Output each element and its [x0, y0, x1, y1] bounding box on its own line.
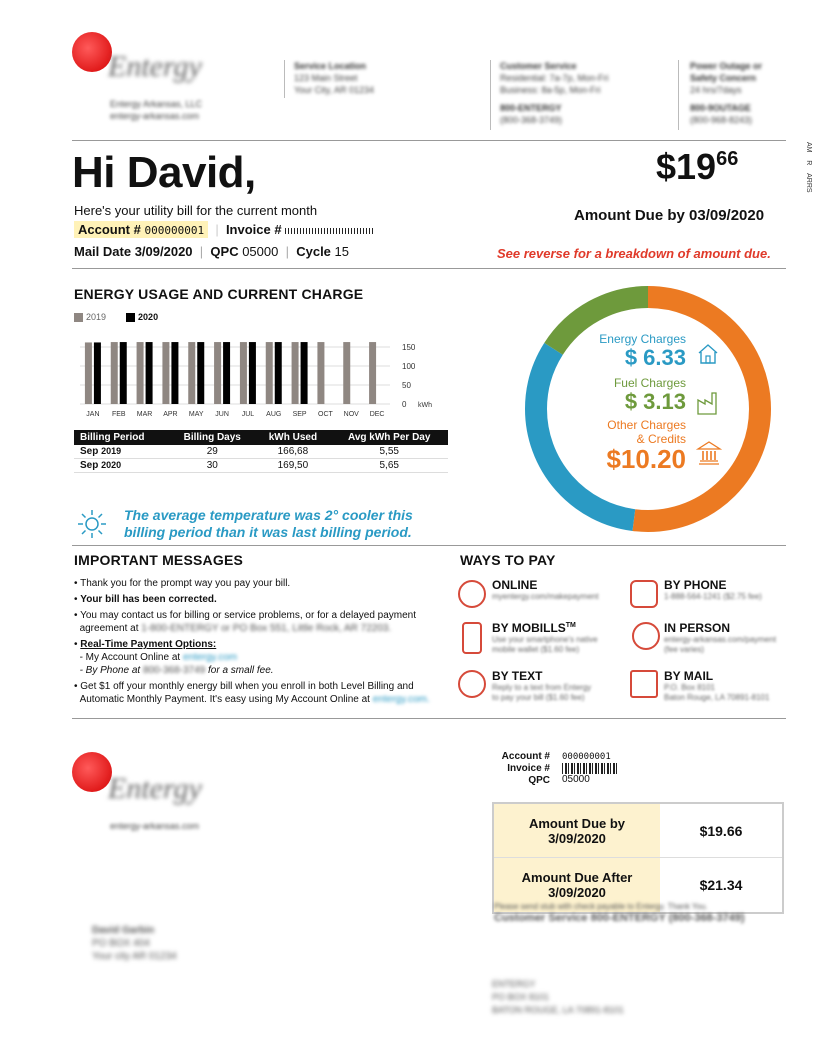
amount-due-date: 03/09/2020 — [689, 207, 765, 224]
x-tick-label: DEC — [369, 411, 385, 418]
pay-mail-desc1: P.O. Box 8101 — [664, 683, 715, 692]
x-tick-label: JUN — [215, 411, 229, 418]
customer-service — [500, 60, 609, 126]
th-billing-period: Billing Period — [74, 430, 169, 445]
y-tick-label: 150 — [402, 343, 416, 352]
pay-mobile-desc2: mobile wallet ($1.60 fee) — [492, 645, 580, 654]
amount-due-total — [656, 146, 738, 188]
temperature-note — [124, 507, 413, 541]
y-unit-label: kWh — [418, 402, 432, 409]
cell-period — [74, 445, 169, 459]
pay-mobile-title: BY MOBILLS — [492, 621, 566, 635]
cell-avg: 5,55 — [330, 445, 448, 459]
stub-invoice-label: Invoice # — [507, 763, 550, 774]
stub-id-labels — [498, 751, 550, 787]
stub-customer-name: David Garbin — [92, 925, 155, 936]
pay-person-title: IN PERSON — [664, 621, 731, 635]
legend-label-2020: 2020 — [138, 312, 159, 322]
message-text: Your bill has been corrected. — [80, 594, 217, 605]
message-item: • Thank you for the prompt way you pay your bill. — [74, 578, 291, 589]
stub-customer-service: Customer Service 800-ENTERGY (800-368-3749) — [494, 912, 745, 924]
period-month: Sep — [80, 446, 99, 457]
account-label: Account # — [78, 222, 141, 237]
fuel-charges-label: Fuel Charges — [613, 376, 686, 390]
chart-legend — [74, 312, 158, 322]
cell-days: 29 — [169, 445, 255, 459]
y-tick-label: 50 — [402, 381, 411, 390]
bar-2019-may — [188, 342, 195, 404]
x-tick-label: MAR — [136, 411, 153, 418]
table-header-row — [74, 430, 448, 445]
donut-labels — [560, 332, 686, 472]
pay-person-desc1: entergy-arkansas.com/payment — [664, 635, 777, 644]
bar-2020-aug — [275, 342, 282, 404]
x-tick-label: MAY — [188, 411, 204, 418]
chat-bubble-icon — [458, 670, 486, 698]
amount-due-by — [574, 207, 764, 224]
stub-brand-logo-icon — [72, 752, 112, 792]
mail-date-label: Mail Date — [74, 244, 132, 259]
bar-2019-aug — [266, 342, 273, 404]
pay-text-title: BY TEXT — [492, 669, 543, 683]
other-charges-label2: & Credits — [636, 432, 686, 446]
pay-in-person[interactable] — [664, 621, 776, 655]
stub-qpc-value: 05000 — [562, 774, 590, 785]
period-year: 2020 — [101, 460, 122, 470]
divider — [678, 60, 679, 130]
bar-2019-sep — [292, 342, 299, 404]
message-item: • Your bill has been corrected. — [74, 594, 217, 605]
th-kwh-used: kWh Used — [255, 430, 330, 445]
phone-blurred: 800-368-3749 — [142, 665, 206, 676]
phone-icon — [630, 580, 658, 608]
bar-2019-nov — [343, 342, 350, 404]
invoice-label: Invoice # — [225, 222, 282, 237]
envelope-icon — [630, 670, 658, 698]
account-number: 000000001 — [144, 224, 205, 237]
message-item: • Get $1 off your monthly energy bill when you enroll in both Level Billing and Automatic Monthly Payment. It's easy using My Account Online at entergy.com. — [74, 681, 430, 705]
pay-mobile[interactable] — [492, 621, 598, 655]
bar-2020-may — [197, 342, 204, 404]
other-charges-value: $10.20 — [606, 444, 686, 474]
account-online-link[interactable]: entergy.com. — [372, 694, 430, 705]
customer-service-phone: 800-ENTERGY — [500, 103, 562, 113]
stub-account-label: Account # — [501, 751, 550, 762]
stub-customer-addr1: PO BOX 404 — [92, 938, 150, 949]
message-text: Automatic Monthly Payment. It's easy using My Account Online at — [79, 694, 370, 705]
side-code: AM — [805, 142, 812, 153]
x-tick-label: APR — [163, 411, 178, 418]
reverse-note: See reverse for a breakdown of amount due. — [497, 246, 771, 261]
stub-invoice-barcode — [562, 763, 618, 774]
pay-online-title: ONLINE — [492, 578, 538, 592]
message-text: for a small fee. — [208, 665, 274, 676]
stub-brand-website: entergy-arkansas.com — [110, 821, 200, 831]
stub-amount-box — [492, 802, 784, 914]
section-divider — [72, 545, 786, 546]
period-month: Sep — [80, 460, 99, 471]
temperature-line1: The average temperature was 2° cooler this — [124, 507, 413, 523]
side-code: R — [805, 160, 812, 166]
stub-remit-line2: PO BOX 8101 — [492, 992, 550, 1002]
outage-title2: Safety Concern — [690, 73, 757, 83]
brand-website: entergy-arkansas.com — [110, 111, 200, 121]
cell-period — [74, 459, 169, 473]
cell-avg: 5,65 — [330, 459, 448, 473]
service-location — [294, 60, 374, 96]
message-contact-blurred: 1-800-ENTERGY or PO Box 551, Little Rock, AR 72203. — [141, 623, 392, 634]
mail-date: 3/09/2020 — [134, 244, 193, 259]
outage-contact — [690, 60, 762, 126]
usage-table — [74, 430, 448, 473]
stub-remit-line1: ENTERGY — [492, 979, 536, 989]
bar-2020-feb — [120, 342, 127, 404]
pay-mail-desc2: Baton Rouge, LA 70891-8101 — [664, 693, 770, 702]
bar-2019-jan — [85, 342, 92, 404]
pay-mobile-desc1: Use your smartphone's native — [492, 635, 598, 644]
x-tick-label: OCT — [318, 411, 333, 418]
table-row — [74, 459, 448, 473]
other-charges-label: Other Charges — [607, 418, 686, 432]
pay-mail[interactable] — [664, 669, 769, 703]
service-address-line2: Your City, AR 01234 — [294, 85, 375, 95]
bar-2020-mar — [146, 342, 153, 404]
legend-swatch-2019 — [74, 313, 83, 322]
outage-hours: 24 hrs/7days — [690, 85, 742, 95]
cell-days: 30 — [169, 459, 255, 473]
amount-due-label: Amount Due by — [574, 207, 685, 224]
legend-label-2019: 2019 — [86, 312, 107, 322]
bar-2020-jun — [223, 342, 230, 404]
pay-mail-title: BY MAIL — [664, 669, 714, 683]
message-text: - By Phone at — [79, 665, 141, 676]
account-online-link[interactable]: entergy.com — [182, 652, 238, 663]
message-text: - My Account Online at — [79, 652, 181, 663]
customer-service-hours-res: Residential: 7a-7p, Mon-Fri — [500, 73, 609, 83]
stub-after-label: Amount Due After — [521, 870, 633, 885]
mail-info: Mail Date 3/09/2020 | QPC 05000 | Cycle 15 — [74, 244, 350, 259]
message-item: • Real-Time Payment Options: - My Account Online at entergy.com - By Phone at 800-368-3749 for a small fee. — [74, 639, 274, 676]
person-icon — [632, 622, 660, 650]
pay-text-desc2: to pay your bill ($1.60 fee) — [492, 693, 585, 702]
section-divider — [72, 268, 786, 269]
customer-service-hours-biz: Business: 8a-5p, Mon-Fri — [500, 85, 601, 95]
bar-2019-jul — [240, 342, 247, 404]
stub-after-amount: $21.34 — [699, 877, 743, 893]
x-tick-label: JAN — [86, 411, 100, 418]
greeting-title: Hi David, — [72, 148, 256, 197]
table-row — [74, 445, 448, 459]
service-location-title: Service Location — [294, 61, 367, 71]
pay-text[interactable] — [492, 669, 591, 703]
customer-service-phone-digits: (800-368-3749) — [500, 115, 563, 125]
usage-bar-chart — [74, 322, 448, 426]
message-text: agreement at — [79, 623, 139, 634]
message-text: You may contact us for billing or service problems, or for a delayed payment — [80, 610, 417, 621]
divider — [284, 60, 285, 98]
qpc-label: QPC — [210, 244, 239, 259]
stub-customer-address — [92, 924, 177, 963]
amount-dollars: $19 — [656, 146, 717, 187]
trademark: TM — [565, 622, 576, 629]
bar-2019-dec — [369, 342, 376, 404]
period-year: 2019 — [101, 446, 122, 456]
bar-2019-oct — [317, 342, 324, 404]
side-code: ARRS — [805, 173, 812, 193]
stub-remit-address — [492, 978, 624, 1017]
invoice-barcode — [285, 228, 373, 234]
side-codes — [804, 142, 813, 193]
outage-phone: 800-9OUTAGE — [690, 103, 751, 113]
cycle-label: Cycle — [296, 244, 331, 259]
th-billing-days: Billing Days — [169, 430, 255, 445]
legend-swatch-2020 — [126, 313, 135, 322]
pay-section-title: WAYS TO PAY — [460, 552, 556, 568]
bar-2020-jul — [249, 342, 256, 404]
stub-account-number: 000000001 — [562, 752, 611, 762]
stub-after-date: 3/09/2020 — [548, 885, 606, 900]
stub-amount-due-row — [494, 804, 782, 858]
stub-note: Please send stub with check payable to Entergy. Thank You. — [494, 902, 708, 911]
fuel-charges-value: $ 3.13 — [624, 389, 686, 414]
stub-due-label: Amount Due by — [528, 815, 626, 831]
stub-due-date: 3/09/2020 — [548, 830, 606, 846]
customer-service-title: Customer Service — [500, 61, 577, 71]
stub-customer-addr2: Your city AR 01234 — [92, 951, 177, 962]
bar-2020-sep — [301, 342, 308, 404]
cell-kwh: 166,68 — [255, 445, 330, 459]
message-text: Thank you for the prompt way you pay your bill. — [80, 578, 291, 589]
pay-phone-title: BY PHONE — [664, 578, 727, 592]
brand-logo-icon — [72, 32, 112, 72]
amount-cents: 66 — [716, 148, 739, 170]
brand-logo-text: Entergy — [108, 50, 202, 83]
brand-legal-name: Entergy Arkansas, LLC — [110, 99, 203, 109]
outage-title: Power Outage or — [690, 61, 763, 71]
globe-icon — [458, 580, 486, 608]
stub-qpc-label: QPC — [528, 775, 550, 786]
temperature-line2: billing period than it was last billing period. — [124, 524, 412, 540]
pay-person-desc2: (fee varies) — [664, 645, 705, 654]
pay-text-desc1: Reply to a text from Entergy — [492, 683, 592, 692]
x-tick-label: SEP — [292, 411, 307, 418]
y-tick-label: 100 — [402, 362, 416, 371]
message-item: • You may contact us for billing or service problems, or for a delayed payment agreement at 1-800-ENTERGY or PO Box 551, Little Rock, AR 72203. — [74, 610, 417, 634]
divider — [490, 60, 491, 130]
bar-2019-apr — [162, 342, 169, 404]
x-tick-label: JUL — [241, 411, 255, 418]
outage-phone-digits: (800-968-8243) — [690, 115, 753, 125]
energy-charges-value: $ 6.33 — [624, 345, 686, 370]
factory-icon — [696, 390, 722, 416]
bar-2020-jan — [94, 342, 101, 404]
bar-2019-jun — [214, 342, 221, 404]
pay-online[interactable] — [492, 578, 599, 602]
usage-section-title: ENERGY USAGE AND CURRENT CHARGE — [74, 286, 364, 302]
energy-charges-label: Energy Charges — [599, 332, 686, 346]
pay-online-desc: myentergy.com/makepayment — [492, 592, 599, 601]
sun-icon — [76, 508, 108, 540]
house-icon — [696, 342, 720, 366]
bar-2020-apr — [171, 342, 178, 404]
x-tick-label: NOV — [343, 411, 359, 418]
y-tick-label: 0 — [402, 400, 407, 409]
message-payment-options-title: Real-Time Payment Options: — [80, 639, 217, 650]
cell-kwh: 169,50 — [255, 459, 330, 473]
messages-section-title: IMPORTANT MESSAGES — [74, 552, 244, 568]
stub-divider — [72, 718, 786, 719]
message-text: Get $1 off your monthly energy bill when you enroll in both Level Billing and — [80, 681, 414, 692]
stub-brand-logo-text: Entergy — [108, 772, 202, 805]
bar-2019-feb — [111, 342, 118, 404]
brand-subtext — [110, 98, 202, 122]
pay-phone-desc: 1-888-564-1241 ($2.75 fee) — [664, 592, 762, 601]
messages-list — [74, 577, 454, 709]
stub-id-values — [562, 751, 618, 786]
service-address-line1: 123 Main Street — [294, 73, 358, 83]
stub-remit-line3: BATON ROUGE, LA 70891-8101 — [492, 1005, 624, 1015]
stub-due-amount: $19.66 — [699, 822, 743, 839]
x-tick-label: AUG — [266, 411, 282, 418]
header-divider — [72, 140, 786, 141]
greeting-subtitle: Here's your utility bill for the current month — [74, 203, 318, 218]
x-tick-label: FEB — [111, 411, 126, 418]
bar-2019-mar — [137, 342, 144, 404]
pay-phone[interactable] — [664, 578, 762, 602]
cycle-value: 15 — [334, 244, 350, 259]
qpc-value: 05000 — [242, 244, 279, 259]
account-line: Account # 000000001 | Invoice # — [74, 222, 373, 237]
th-avg-kwh: Avg kWh Per Day — [330, 430, 448, 445]
smartphone-icon — [462, 622, 482, 654]
building-icon — [696, 440, 722, 466]
